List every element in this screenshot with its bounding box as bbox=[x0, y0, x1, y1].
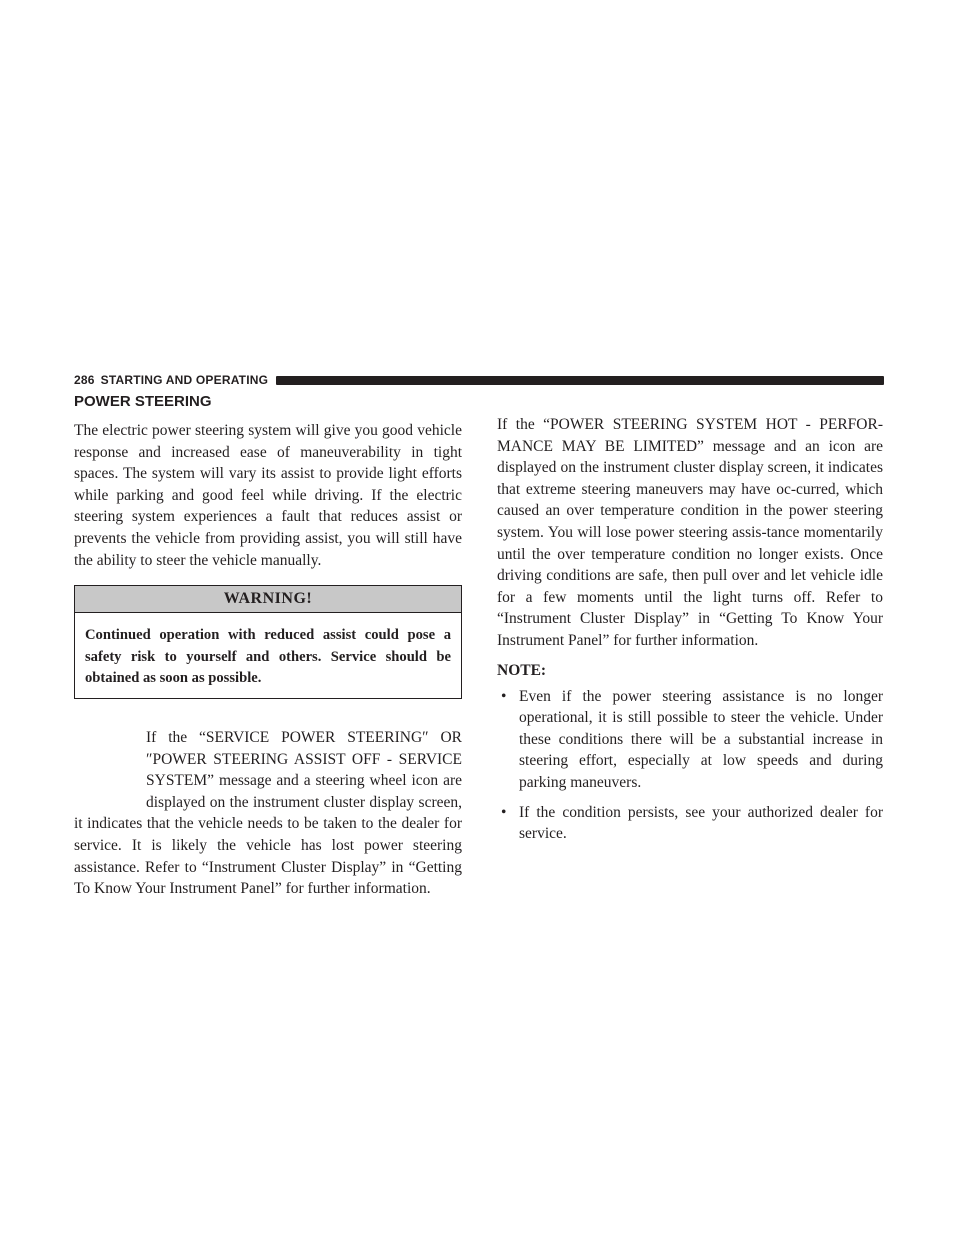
list-item bbox=[497, 802, 883, 845]
service-message-block bbox=[74, 727, 462, 900]
section-title: POWER STEERING bbox=[74, 393, 212, 410]
warning-box bbox=[74, 585, 462, 699]
warning-title: WARNING! bbox=[75, 586, 461, 613]
service-paragraph: If the “SERVICE POWER STEERING″ OR ″POWER STEERING ASSIST OFF - SERVICE SYSTEM” message and a steering wheel icon are displayed on the instrument cluster display screen, it indicates that the vehicle needs to be taken to the dealer for service. It is likely the vehicle has lost power steering assistance. Refer to “Instrument Cluster Display” in “Getting To Know Your Instrument Panel” for further information. bbox=[74, 728, 462, 898]
note-label: NOTE: bbox=[497, 661, 547, 679]
intro-paragraph: The electric power steering system will give you good vehicle response and increased ease of maneuverability in tight spaces. The system will vary its assist to provide light efforts while parking and good feel while driving. If the electric steering system experiences a fault that reduces assist or prevents the vehicle from providing assist, you will still have the ability to steer the vehicle manually. bbox=[74, 422, 462, 569]
right-column bbox=[497, 414, 883, 853]
page-header bbox=[74, 372, 884, 388]
header-rule bbox=[276, 376, 884, 385]
list-item-text: Even if the power steering assistance is no longer operational, it is still possible to steer the vehicle. Under these conditions there will be a substantial increase in steering effort, especially at low speeds and during parking maneuvers. bbox=[519, 687, 883, 791]
bullet-icon: • bbox=[501, 687, 507, 705]
bullet-icon: • bbox=[501, 803, 507, 821]
page-number: 286 bbox=[74, 373, 95, 387]
list-item bbox=[497, 686, 883, 794]
list-item-text: If the condition persists, see your authorized dealer for service. bbox=[519, 803, 883, 843]
note-list bbox=[497, 686, 883, 845]
hot-system-paragraph: If the “POWER STEERING SYSTEM HOT - PERFOR-MANCE MAY BE LIMITED” message and an icon are displayed on the instrument cluster display screen, it indicates that extreme steering maneuvers may have oc-curred, which caused an over temperature condition in the power steering system. You will lose power steering assis-tance momentarily until the over temperature condition no longer exists. Once driving conditions are safe, then pull over and let vehicle idle for a few moments until the light turns off. Refer to “Instrument Cluster Display” in “Getting To Know Your Instrument Panel” for further information. bbox=[497, 416, 883, 649]
section-name: STARTING AND OPERATING bbox=[100, 373, 269, 387]
left-column bbox=[74, 392, 462, 900]
warning-text: Continued operation with reduced assist could pose a safety risk to yourself and others. Service should be obtained as soon as possible. bbox=[85, 627, 451, 687]
steering-wheel-icon bbox=[74, 727, 142, 813]
